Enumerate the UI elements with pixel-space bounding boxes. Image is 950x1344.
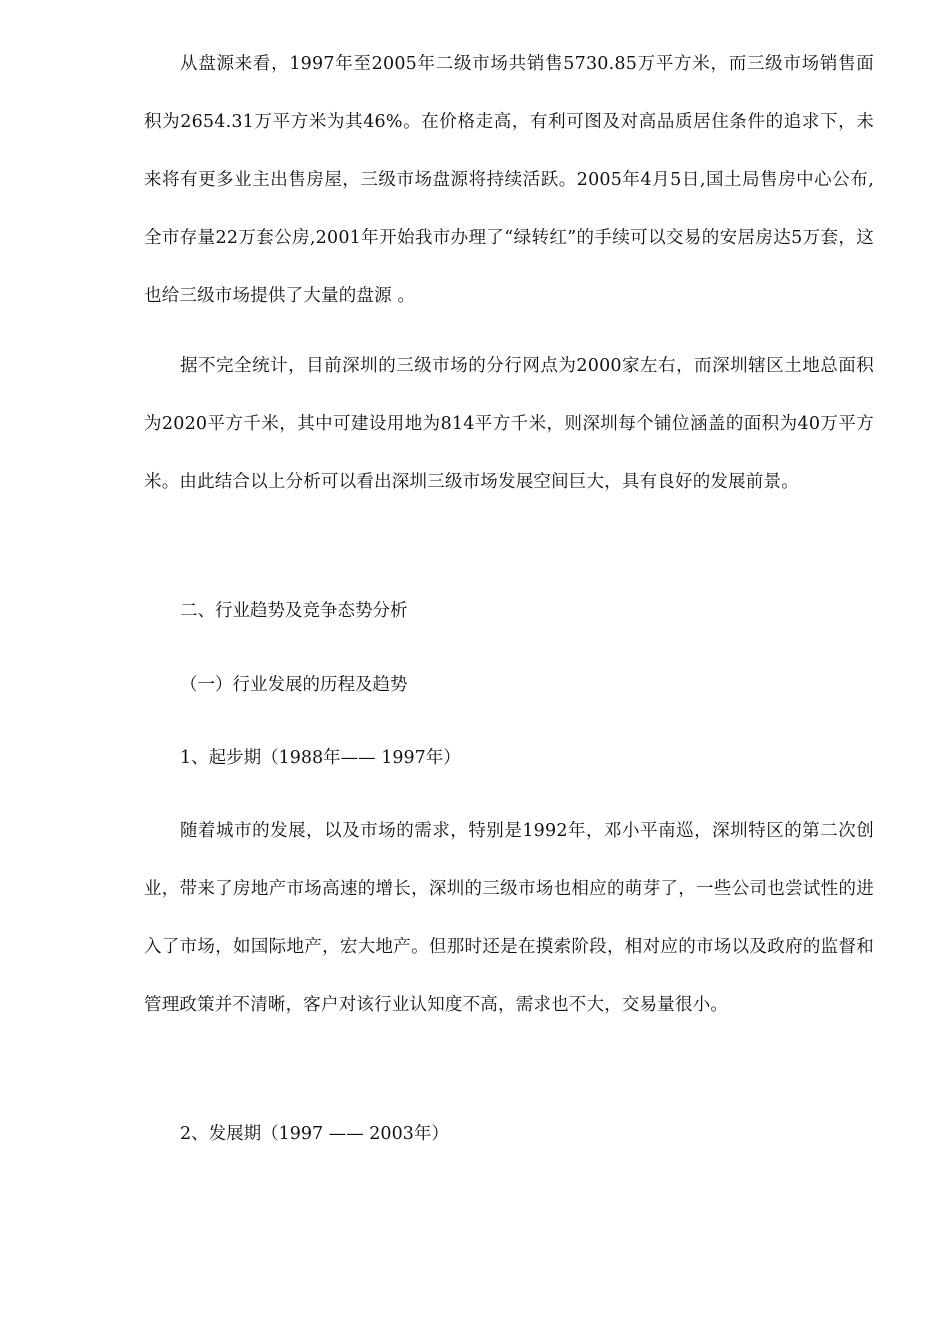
section-heading-industry-trends: 二、行业趋势及竞争态势分析 xyxy=(180,601,408,621)
paragraph-branch-network: 据不完全统计，目前深圳的三级市场的分行网点为2000家左右，而深圳辖区土地总面积为2020平方千米，其中可建设用地为814平方千米，则深圳每个铺位涵盖的面积为40万平方米。由此结合以上分析可以看出深圳三级市场发展空间巨大，具有良好的发展前景。 xyxy=(144,356,874,492)
subsection-heading-history: （一）行业发展的历程及趋势 xyxy=(180,675,408,695)
paragraph-housing-supply: 从盘源来看，1997年至2005年二级市场共销售5730.85万平方米，而三级市场销售面积为2654.31万平方米为其46%。在价格走高，有利可图及对高品质居住条件的追求下，未来将有更多业主出售房屋，三级市场盘源将持续活跃。2005年4月5日,国土局售房中心公布,全市存量22万套公房,2001年开始我市办理了“绿转红”的手续可以交易的安居房达5万套，这也给三级市场提供了大量的盘源 。 xyxy=(144,54,874,306)
item-heading-development-period: 2、发展期（1997 —— 2003年） xyxy=(180,1124,449,1144)
item-heading-startup-period: 1、起步期（1988年—— 1997年） xyxy=(180,748,461,768)
paragraph-startup-period: 随着城市的发展，以及市场的需求，特别是1992年，邓小平南巡，深圳特区的第二次创业，带来了房地产市场高速的增长，深圳的三级市场也相应的萌芽了，一些公司也尝试性的进入了市场，如国际地产，宏大地产。但那时还是在摸索阶段，相对应的市场以及政府的监督和管理政策并不清晰，客户对该行业认知度不高，需求也不大，交易量很小。 xyxy=(144,821,874,1015)
